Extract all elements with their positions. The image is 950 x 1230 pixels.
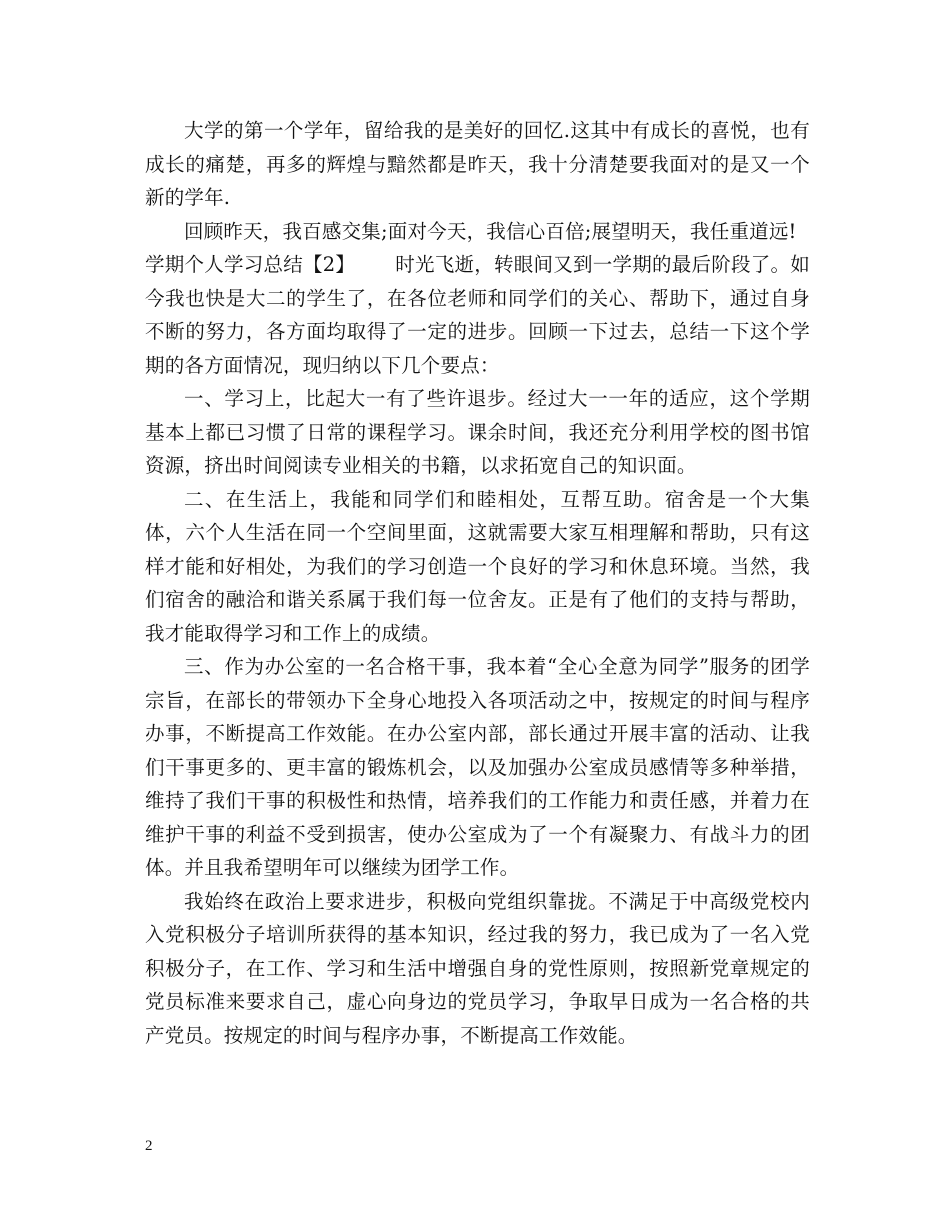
section-heading-line bbox=[145, 248, 810, 382]
section-intro: 时光飞逝，转眼间又到一学期的最后阶段了。如今我也快是大二的学生了，在各位老师和同学们的关心、帮助下，通过自身不断的努力，各方面均取得了一定的进步。回顾一下过去，总结一下这个学期的各方面情况，现归纳以下几个要点： bbox=[145, 253, 810, 377]
paragraph-reflection: 回顾昨天，我百感交集;面对今天，我信心百倍;展望明天，我任重道远! bbox=[184, 219, 797, 243]
section-heading: 学期个人学习总结【2】 bbox=[145, 253, 356, 276]
point-study: 一、学习上，比起大一有了些许退步。经过大一一年的适应，这个学期基本上都已习惯了日常的课程学习。课余时间，我还充分利用学校的图书馆资源，挤出时间阅读专业相关的书籍，以求拓宽自己的知识面。 bbox=[145, 387, 810, 477]
point-office-work: 三、作为办公室的一名合格干事，我本着“全心全意为同学”服务的团学宗旨，在部长的带领办下全身心地投入各项活动之中，按规定的时间与程序办事，不断提高工作效能。在办公室内部，部长通过开展丰富的活动、让我们干事更多的、更丰富的锻炼机会，以及加强办公室成员感情等多种举措，维持了我们干事的积极性和热情，培养我们的工作能力和责任感，并着力在维护干事的利益不受到损害，使办公室成为了一个有凝聚力、有战斗力的团体。并且我希望明年可以继续为团学工作。 bbox=[145, 655, 810, 879]
page-number: 2 bbox=[145, 1138, 153, 1154]
point-political-progress: 我始终在政治上要求进步，积极向党组织靠拢。不满足于中高级党校内入党积极分子培训所获得的基本知识，经过我的努力，我已成为了一名入党积极分子，在工作、学习和生活中增强自身的党性原则，按照新党章规定的党员标准来要求自己，虚心向身边的党员学习，争取早日成为一名合格的共产党员。按规定的时间与程序办事，不断提高工作效能。 bbox=[145, 889, 810, 1047]
point-life: 二、在生活上，我能和同学们和睦相处，互帮互助。宿舍是一个大集体，六个人生活在同一个空间里面，这就需要大家互相理解和帮助，只有这样才能和好相处，为我们的学习创造一个良好的学习和休息环境。当然，我们宿舍的融洽和谐关系属于我们每一位舍友。正是有了他们的支持与帮助，我才能取得学习和工作上的成绩。 bbox=[145, 487, 810, 645]
paragraph-first-year: 大学的第一个学年，留给我的是美好的回忆.这其中有成长的喜悦，也有成长的痛楚，再多的辉煌与黯然都是昨天，我十分清楚要我面对的是又一个新的学年. bbox=[145, 119, 810, 209]
document-body bbox=[145, 114, 810, 1052]
